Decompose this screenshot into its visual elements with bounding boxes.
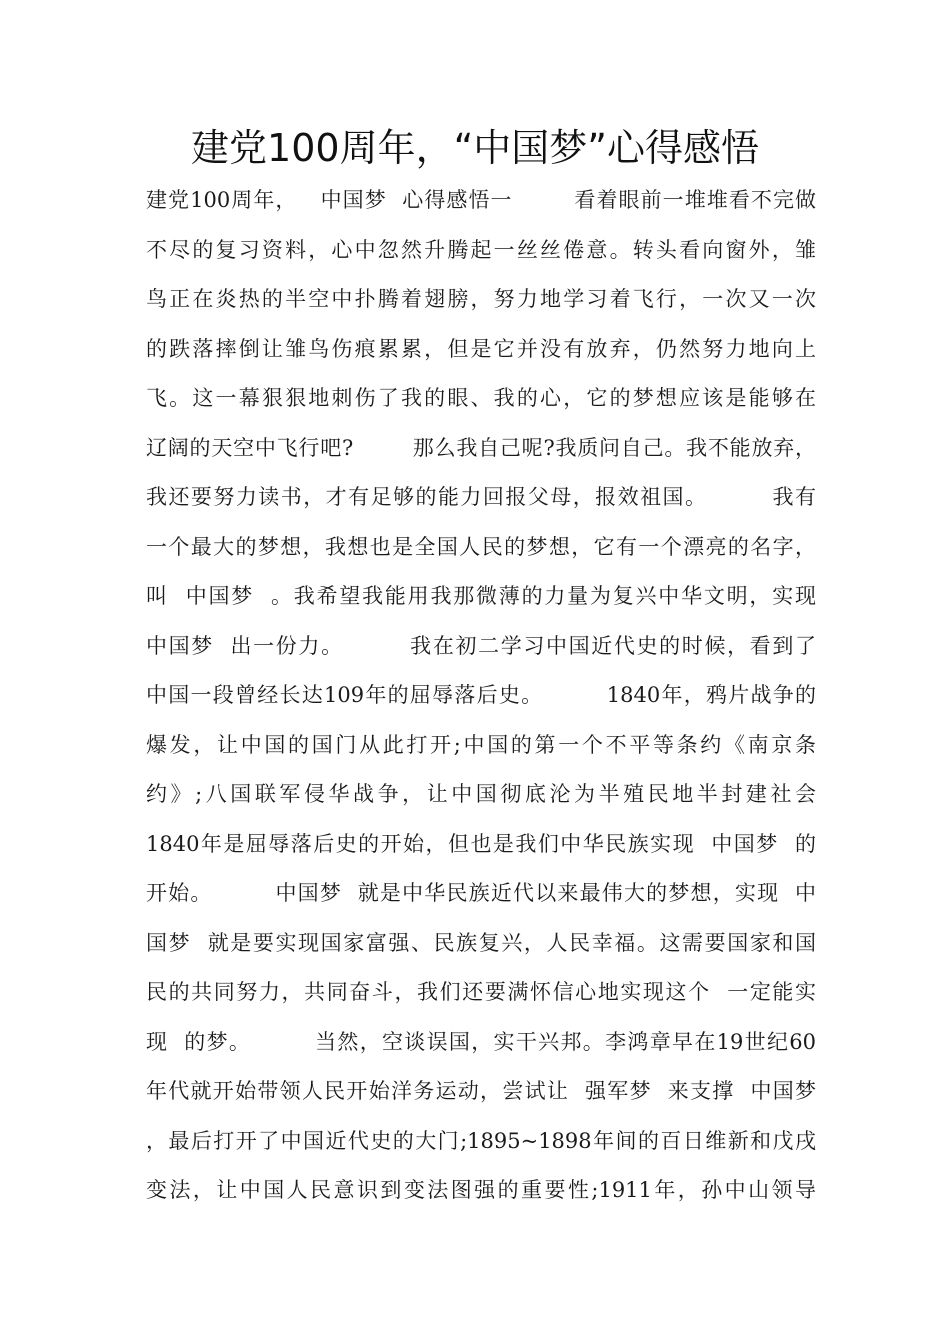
body-line: 中国梦 出一份力。 我在初二学习中国近代史的时候，看到了 (146, 633, 816, 658)
body-line: 1840年是屈辱落后史的开始，但也是我们中华民族实现 中国梦 的 (146, 831, 816, 856)
body-line: ，最后打开了中国近代史的大门;1895~1898年间的百日维新和戊戌 (146, 1128, 816, 1153)
body-line: 开始。 中国梦 就是中华民族近代以来最伟大的梦想，实现 中 (146, 881, 816, 905)
body-line: 年代就开始带领人民开始洋务运动，尝试让 强军梦 来支撑 中国梦 (146, 1079, 816, 1103)
body-line: 爆发，让中国的国门从此打开;中国的第一个不平等条约《南京条 (146, 732, 816, 757)
body-line: 现 的梦。 当然，空谈误国，实干兴邦。李鸿章早在19世纪60 (146, 1029, 816, 1054)
body-line: 我还要努力读书，才有足够的能力回报父母，报效祖国。 我有 (146, 485, 816, 509)
document-title: 建党100周年，“中国梦”心得感悟 (191, 126, 759, 170)
body-line: 约》;八国联军侵华战争，让中国彻底沦为半殖民地半封建社会 (146, 782, 816, 806)
body-line: 不尽的复习资料，心中忽然升腾起一丝丝倦意。转头看向窗外，雏 (146, 237, 816, 262)
body-line: 中国一段曾经长达109年的屈辱落后史。 1840年，鸦片战争的 (146, 683, 816, 707)
body-line: 变法，让中国人民意识到变法图强的重要性;1911年，孙中山领导 (146, 1178, 816, 1202)
body-line: 国梦 就是要实现国家富强、民族复兴，人民幸福。这需要国家和国 (146, 930, 816, 955)
body-line: 一个最大的梦想，我想也是全国人民的梦想，它有一个漂亮的名字， (146, 534, 816, 559)
body-line: 飞。这一幕狠狠地刺伤了我的眼、我的心，它的梦想应该是能够在 (146, 386, 816, 410)
body-line: 建党100周年， 中国梦 心得感悟一 看着眼前一堆堆看不完做 (146, 188, 816, 212)
document-body (146, 180, 816, 1220)
body-line: 的跌落摔倒让雏鸟伤痕累累，但是它并没有放弃，仍然努力地向上 (146, 336, 816, 361)
body-line: 叫 中国梦 。我希望我能用我那微薄的力量为复兴中华文明，实现 (146, 584, 816, 608)
body-line: 辽阔的天空中飞行吧? 那么我自己呢?我质问自己。我不能放弃， (146, 435, 816, 460)
body-line: 民的共同努力，共同奋斗，我们还要满怀信心地实现这个 一定能实 (146, 980, 816, 1004)
body-line: 鸟正在炎热的半空中扑腾着翅膀，努力地学习着飞行，一次又一次 (146, 287, 816, 311)
